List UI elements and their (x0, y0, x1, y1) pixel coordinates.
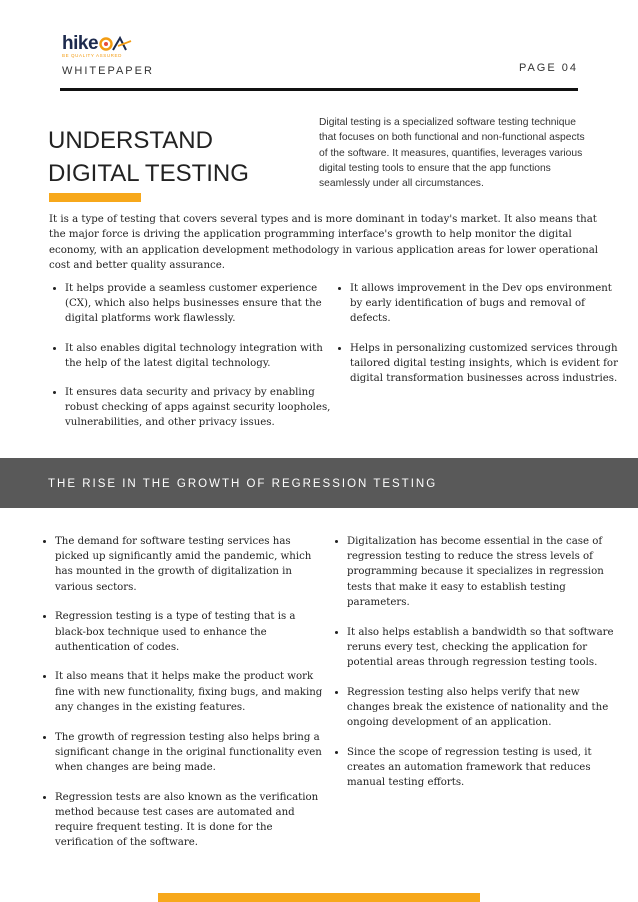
list-item: • It ensures data security and privacy by enabling robust checking of apps against security loopholes, vulnerabilities, and other privacy issues. (65, 385, 333, 431)
body-paragraph: It is a type of testing that covers several types and is more dominant in today's market. It also means that the major force is driving the application programming interface's growth to help monitor the digital economy, with an application development methodology in various application areas for lower operational cost and better quality assurance. (49, 214, 599, 271)
regression-list-right (330, 534, 619, 805)
list-item: • It allows improvement in the Dev ops environment by early identification of bugs and removal of defects. (350, 281, 618, 327)
list-item: • It also means that it helps make the product work fine with new functionality, fixing bugs, and making any changes in the existing features. (55, 669, 325, 715)
logo-wordmark: hike (62, 33, 99, 54)
list-item: • Regression testing is a type of testing that is a black-box technique used to enhance the authentication of codes. (55, 609, 325, 655)
list-item: • The demand for software testing services has picked up significantly amid the pandemic, which has mounted in the growth of digitalization in various sectors. (55, 534, 325, 595)
bullet-list-left (48, 281, 333, 445)
section-banner-title: THE RISE IN THE GROWTH OF REGRESSION TESTING (48, 478, 438, 490)
list-item: • Digitalization has become essential in the case of regression testing to reduce the stress levels of programming because it specializes in regression tests that make it easy to establish testing parameters. (347, 534, 619, 610)
header-divider (60, 88, 578, 91)
company-logo (62, 34, 133, 64)
intro-text: Digital testing is a specialized software testing technique that focuses on both functional and non-functional aspects of the software. It measures, quantifies, leverages various digital testing tools to ensure that the app functions seamlessly under all circumstances. (319, 117, 585, 190)
section-title (48, 124, 249, 190)
section-title-line1: UNDERSTAND (48, 127, 213, 154)
list-item: • Regression tests are also known as the verification method because test cases are automated and require frequent testing. It is done for the verification of the software. (55, 790, 325, 851)
list-item: • It also enables digital technology integration with the help of the latest digital technology. (65, 341, 333, 371)
footer-accent-bar (158, 893, 480, 902)
logo-tagline: BE QUALITY ASSURED (62, 53, 122, 58)
list-item: • The growth of regression testing also helps bring a significant change in the original functionality even when changes are being made. (55, 730, 325, 776)
logo-mark-icon (99, 35, 133, 53)
list-item: • Helps in personalizing customized services through tailored digital testing insights, which is evident for digital transformation businesses across industries. (350, 341, 618, 387)
regression-list-left (38, 534, 325, 865)
bullet-list-right (333, 281, 618, 400)
title-accent-bar (49, 193, 141, 202)
document-type-label: WHITEPAPER (62, 65, 154, 77)
page-number: PAGE 04 (518, 62, 578, 74)
list-item: • Since the scope of regression testing is used, it creates an automation framework that reduces manual testing efforts. (347, 745, 619, 791)
list-item: • It also helps establish a bandwidth so that software reruns every test, checking the application for potential areas through regression testing tools. (347, 625, 619, 671)
section-title-line2: DIGITAL TESTING (48, 160, 249, 187)
list-item: • It helps provide a seamless customer experience (CX), which also helps businesses ensure that the digital platforms work flawlessly. (65, 281, 333, 327)
list-item: • Regression testing also helps verify that new changes break the existence of nationality and the ongoing development of an application. (347, 685, 619, 731)
